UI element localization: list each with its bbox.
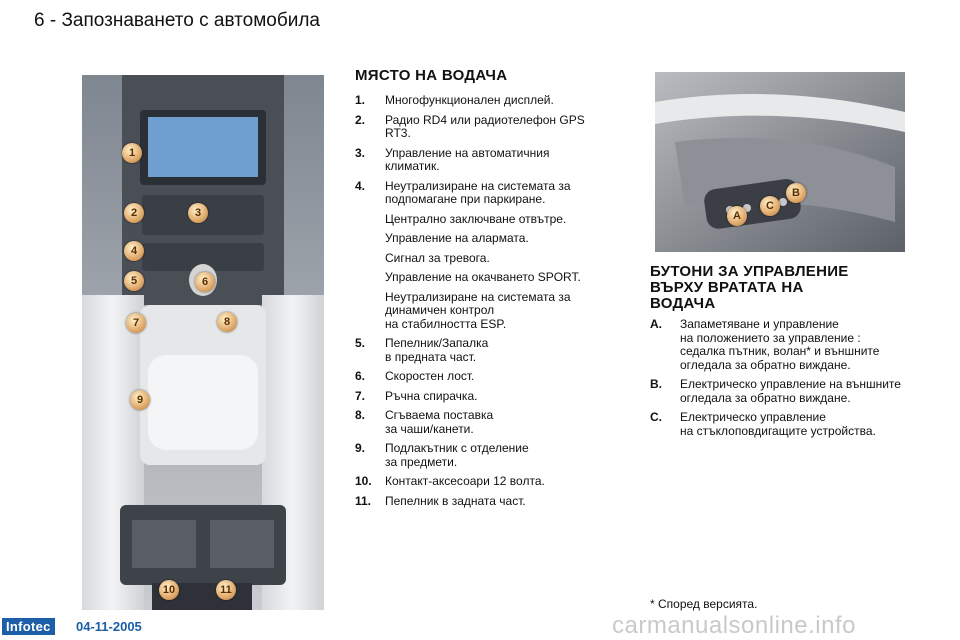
door-photo: [655, 72, 905, 252]
infotec-logo: Infotec: [2, 618, 55, 635]
callout-7: 7: [126, 313, 146, 333]
list-item: Управление на окачването SPORT.: [385, 270, 581, 284]
list-item: B. Електрическо управление на външните огледала за обратно виждане.: [650, 377, 901, 405]
footer-date: 04-11-2005: [76, 619, 142, 634]
driver-area-list: [355, 94, 615, 514]
list-item: Сигнал за тревога.: [385, 250, 490, 265]
list-item: Централно заключване отвътре.: [385, 211, 567, 226]
list-item: 2. Радио RD4 или радиотелефон GPS RT3.: [355, 112, 585, 140]
callout-2: 2: [124, 203, 144, 223]
list-item: A. Запаметяване и управление на положението за управление : седалка пътник, волан* и външните огледала за обратно виждане.: [650, 317, 880, 372]
list-item: 11. Пепелник в задната част.: [355, 493, 526, 508]
callout-3: 3: [188, 203, 208, 223]
callout-10: 10: [159, 580, 179, 600]
list-item: C. Електрическо управление на стъклоповдигащите устройства.: [650, 410, 876, 438]
list-item: 5. Пепелник/Запалка в предната част.: [355, 336, 489, 364]
callout-b: B: [786, 183, 806, 203]
callout-11: 11: [216, 580, 236, 600]
door-controls-title: БУТОНИ ЗА УПРАВЛЕНИЕ ВЪРХУ ВРАТАТА НА ВОДАЧА: [650, 263, 849, 312]
footnote: * Според версията.: [650, 597, 758, 611]
callout-1: 1: [122, 143, 142, 163]
watermark: carmanualsonline.info: [612, 612, 856, 639]
callout-9: 9: [130, 390, 150, 410]
callout-a: A: [727, 206, 747, 226]
list-item: Неутрализиране на системата за динамичен контрол на стабилността ESP.: [385, 289, 571, 331]
list-item: 9. Подлакътник с отделение за предмети.: [355, 441, 529, 469]
list-item: 3. Управление на автоматичния климатик.: [355, 145, 550, 173]
driver-area-title: МЯСТО НА ВОДАЧА: [355, 67, 508, 84]
list-item: 10. Контакт-аксесоари 12 волта.: [355, 474, 545, 488]
list-item: Управление на алармата.: [385, 231, 529, 245]
list-item: 7. Ръчна спирачка.: [355, 388, 478, 403]
door-controls-list: [650, 318, 920, 444]
callout-4: 4: [124, 241, 144, 261]
callout-c: C: [760, 196, 780, 216]
callout-5: 5: [124, 271, 144, 291]
list-item: 4. Неутрализиране на системата за подпомагане при паркиране.: [355, 178, 571, 206]
callout-6: 6: [195, 272, 215, 292]
callout-8: 8: [217, 312, 237, 332]
list-item: 1. Многофункционален дисплей.: [355, 93, 554, 107]
cabin-photo: [82, 75, 324, 610]
list-item: 8. Сгъваема поставка за чаши/канети.: [355, 408, 494, 436]
list-item: 6. Скоростен лост.: [355, 369, 475, 383]
page-title: 6 - Запознаването с автомобила: [34, 10, 320, 31]
